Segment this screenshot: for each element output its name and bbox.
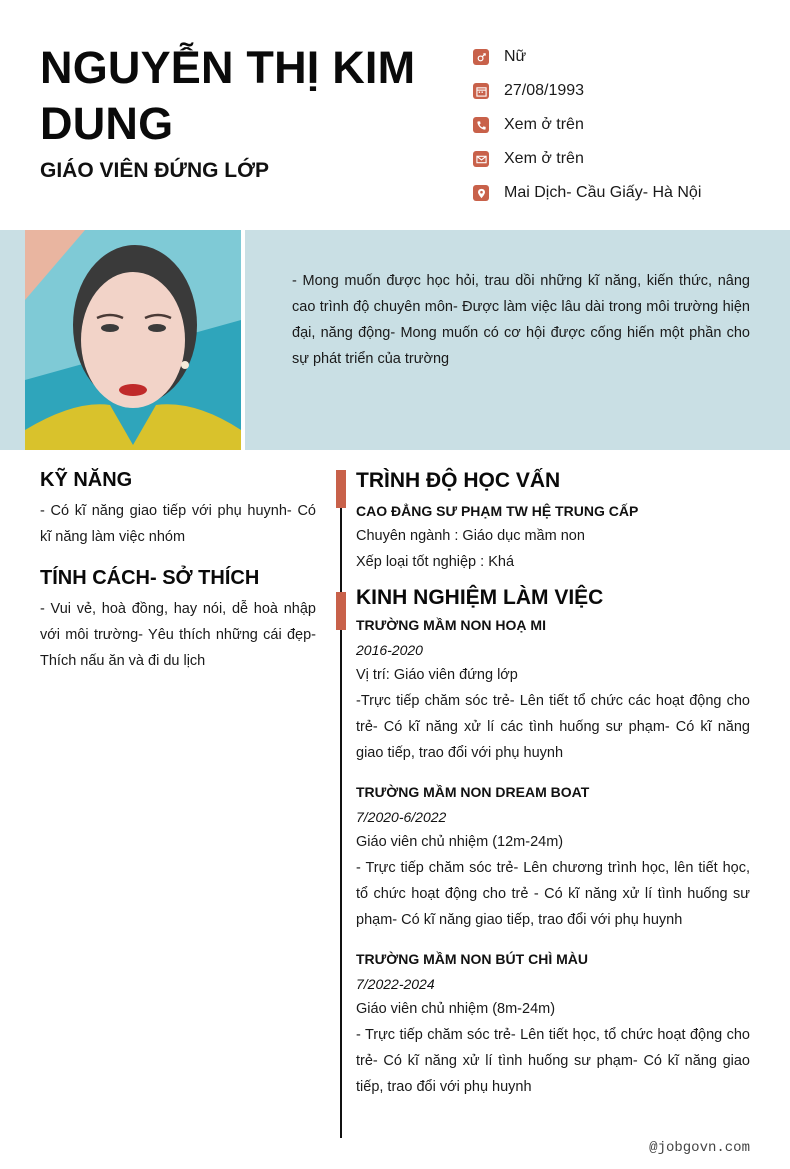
- calendar-icon: [473, 83, 489, 99]
- experience-marker: [336, 592, 346, 630]
- gender-text: Nữ: [504, 48, 527, 65]
- job-period: 7/2022-2024: [356, 976, 435, 992]
- job-period: 2016-2020: [356, 642, 423, 658]
- phone-icon: [473, 117, 489, 133]
- education-school: CAO ĐẲNG SƯ PHẠM TW HỆ TRUNG CẤP: [356, 503, 639, 519]
- contact-phone: [473, 108, 701, 142]
- skills-title: KỸ NĂNG: [40, 469, 133, 491]
- gender-icon: [473, 49, 489, 65]
- address-text: Mai Dịch- Cầu Giấy- Hà Nội: [504, 184, 702, 201]
- photo-divider: [241, 230, 245, 450]
- contact-email: [473, 142, 701, 176]
- education-marker: [336, 470, 346, 508]
- right-column: [356, 466, 750, 1100]
- email-text: Xem ở trên: [504, 150, 584, 167]
- company-name: TRƯỜNG MẦM NON HOẠ MI: [356, 617, 546, 633]
- contact-birthday: [473, 74, 701, 108]
- phone-text: Xem ở trên: [504, 116, 584, 133]
- experience-entry: [356, 780, 750, 933]
- company-name: TRƯỜNG MẦM NON DREAM BOAT: [356, 784, 590, 800]
- email-icon: [473, 151, 489, 167]
- experience-entry: [356, 613, 750, 766]
- job-position: Giáo viên chủ nhiệm (12m-24m): [356, 834, 564, 850]
- company-name: TRƯỜNG MẦM NON BÚT CHÌ MÀU: [356, 951, 588, 967]
- education-title: TRÌNH ĐỘ HỌC VẤN: [356, 469, 561, 492]
- contact-info: [473, 40, 701, 210]
- job-title: GIÁO VIÊN ĐỨNG LỚP: [40, 159, 270, 182]
- career-objective: - Mong muốn được học hỏi, trau dồi những kĩ năng, kiến thức, nâng cao trình độ chuyên môn- Được làm việc lâu dài trong môi trường hiện đại, năng động- Mong muốn có cơ hội được cống hiến một phần cho sự phát triển của trường: [292, 273, 750, 367]
- personality-text: - Vui vẻ, hoà đồng, hay nói, dễ hoà nhập với môi trường- Yêu thích những cái đẹp- Thích nấu ăn và đi du lịch: [40, 601, 316, 669]
- education-major: Chuyên ngành : Giáo dục mầm non: [356, 528, 585, 544]
- profile-photo: [25, 230, 241, 450]
- experience-title: KINH NGHIỆM LÀM VIỆC: [356, 586, 604, 609]
- birthday-text: 27/08/1993: [504, 82, 585, 99]
- job-period: 7/2020-6/2022: [356, 809, 447, 825]
- contact-address: [473, 176, 701, 210]
- left-column: [40, 466, 316, 674]
- job-description: - Trực tiếp chăm sóc trẻ- Lên tiết học, tổ chức hoạt động cho trẻ- Có kĩ năng xử lí tình huống sư phạm- Có kĩ năng giao tiếp, trao đổi với phụ huynh: [356, 1027, 750, 1095]
- candidate-name: NGUYỄN THỊ KIM DUNG: [40, 42, 416, 149]
- education-grade: Xếp loại tốt nghiệp : Khá: [356, 554, 515, 570]
- experience-entry: [356, 947, 750, 1100]
- contact-gender: [473, 40, 701, 74]
- skills-text: - Có kĩ năng giao tiếp với phụ huynh- Có kĩ năng làm việc nhóm: [40, 503, 316, 545]
- personality-title: TÍNH CÁCH- SỞ THÍCH: [40, 567, 260, 589]
- job-description: - Trực tiếp chăm sóc trẻ- Lên chương trình học, lên tiết học, tổ chức hoạt động cho trẻ - Có kĩ năng xử lí tình huống sư phạm- Có kĩ năng giao tiếp, trao đổi với phụ huynh: [356, 860, 750, 928]
- watermark: @jobgovn.com: [649, 1140, 750, 1156]
- cv-header: [0, 0, 790, 230]
- timeline-line: [340, 470, 342, 1138]
- job-position: Giáo viên chủ nhiệm (8m-24m): [356, 1001, 556, 1017]
- job-description: -Trực tiếp chăm sóc trẻ- Lên tiết tổ chức các hoạt động cho trẻ- Có kĩ năng xử lí các tình huống sư phạm- Có kĩ năng giao tiếp, trao đổi với phụ huynh: [356, 693, 750, 761]
- job-position: Vị trí: Giáo viên đứng lớp: [356, 667, 518, 683]
- location-icon: [473, 185, 489, 201]
